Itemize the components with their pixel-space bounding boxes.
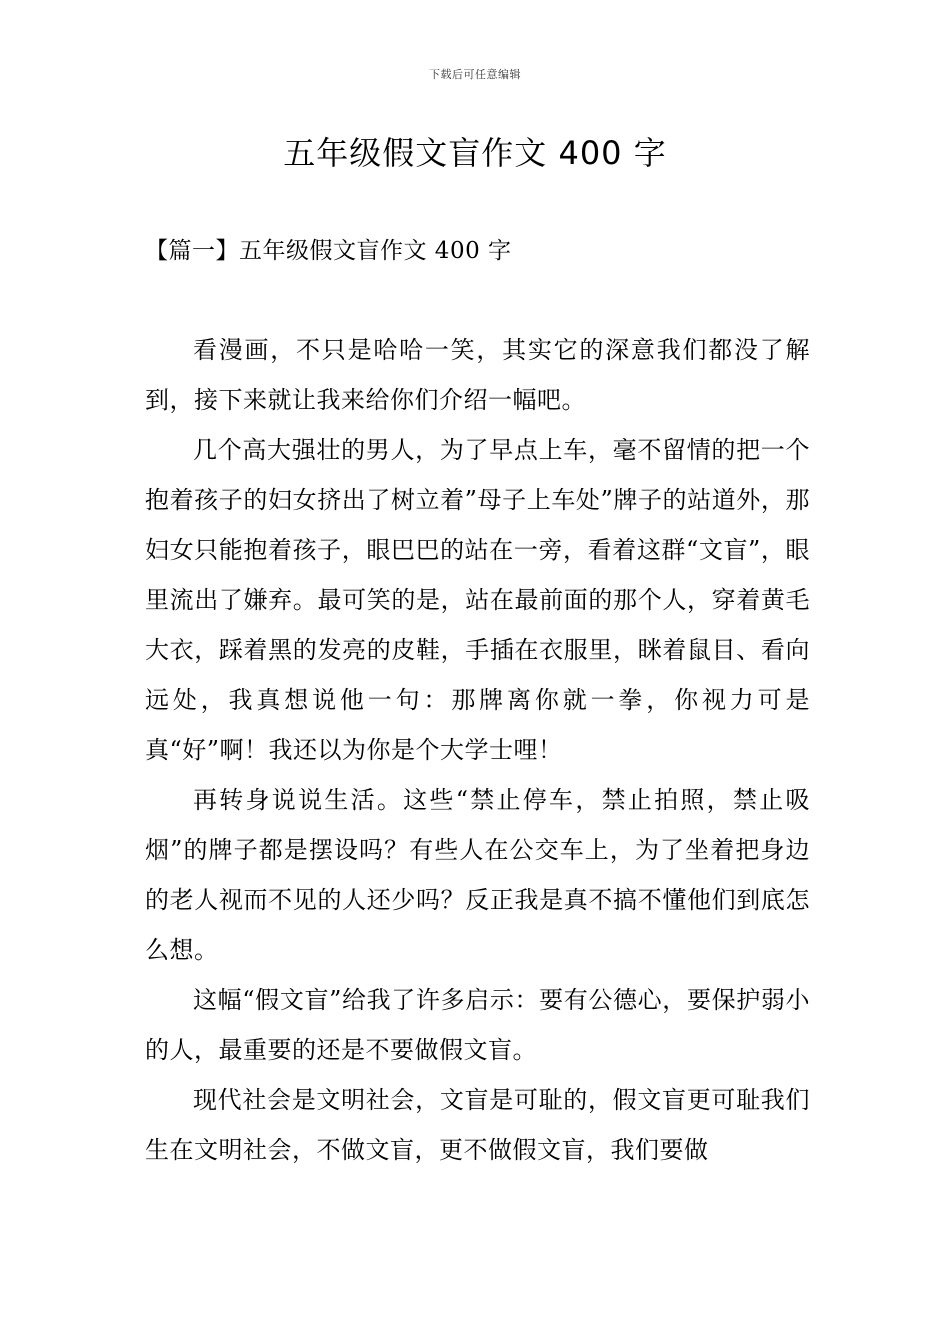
body-text	[145, 325, 810, 1175]
paragraph: 这幅“假文盲”给我了许多启示：要有公德心，要保护弱小的人，最重要的还是不要做假文盲。	[145, 986, 810, 1064]
header-note: 下载后可任意编辑	[429, 68, 521, 81]
paragraph: 几个高大强壮的男人，为了早点上车，毫不留情的把一个抱着孩子的妇女挤出了树立着”母子上车处”牌子的站道外，那妇女只能抱着孩子，眼巴巴的站在一旁，看着这群“文盲”，眼里流出了嫌弃。最可笑的是，站在最前面的那个人，穿着黄毛大衣，踩着黑的发亮的皮鞋，手插在衣服里，眯着鼠目、看向远处，我真想说他一句：那牌离你就一拳，你视力可是真“好”啊！我还以为你是个大学士哩！	[145, 436, 810, 764]
document-title: 五年级假文盲作文 400 字	[283, 134, 667, 172]
paragraph: 看漫画，不只是哈哈一笑，其实它的深意我们都没了解到，接下来就让我来给你们介绍一幅吧。	[145, 336, 810, 414]
section-heading: 【篇一】五年级假文盲作文 400 字	[145, 238, 512, 264]
paragraph: 现代社会是文明社会，文盲是可耻的，假文盲更可耻我们生在文明社会，不做文盲，更不做假文盲，我们要做	[145, 1086, 810, 1164]
paragraph: 再转身说说生活。这些“禁止停车，禁止拍照，禁止吸烟”的牌子都是摆设吗？有些人在公交车上，为了坐着把身边的老人视而不见的人还少吗？反正我是真不搞不懂他们到底怎么想。	[145, 786, 810, 964]
